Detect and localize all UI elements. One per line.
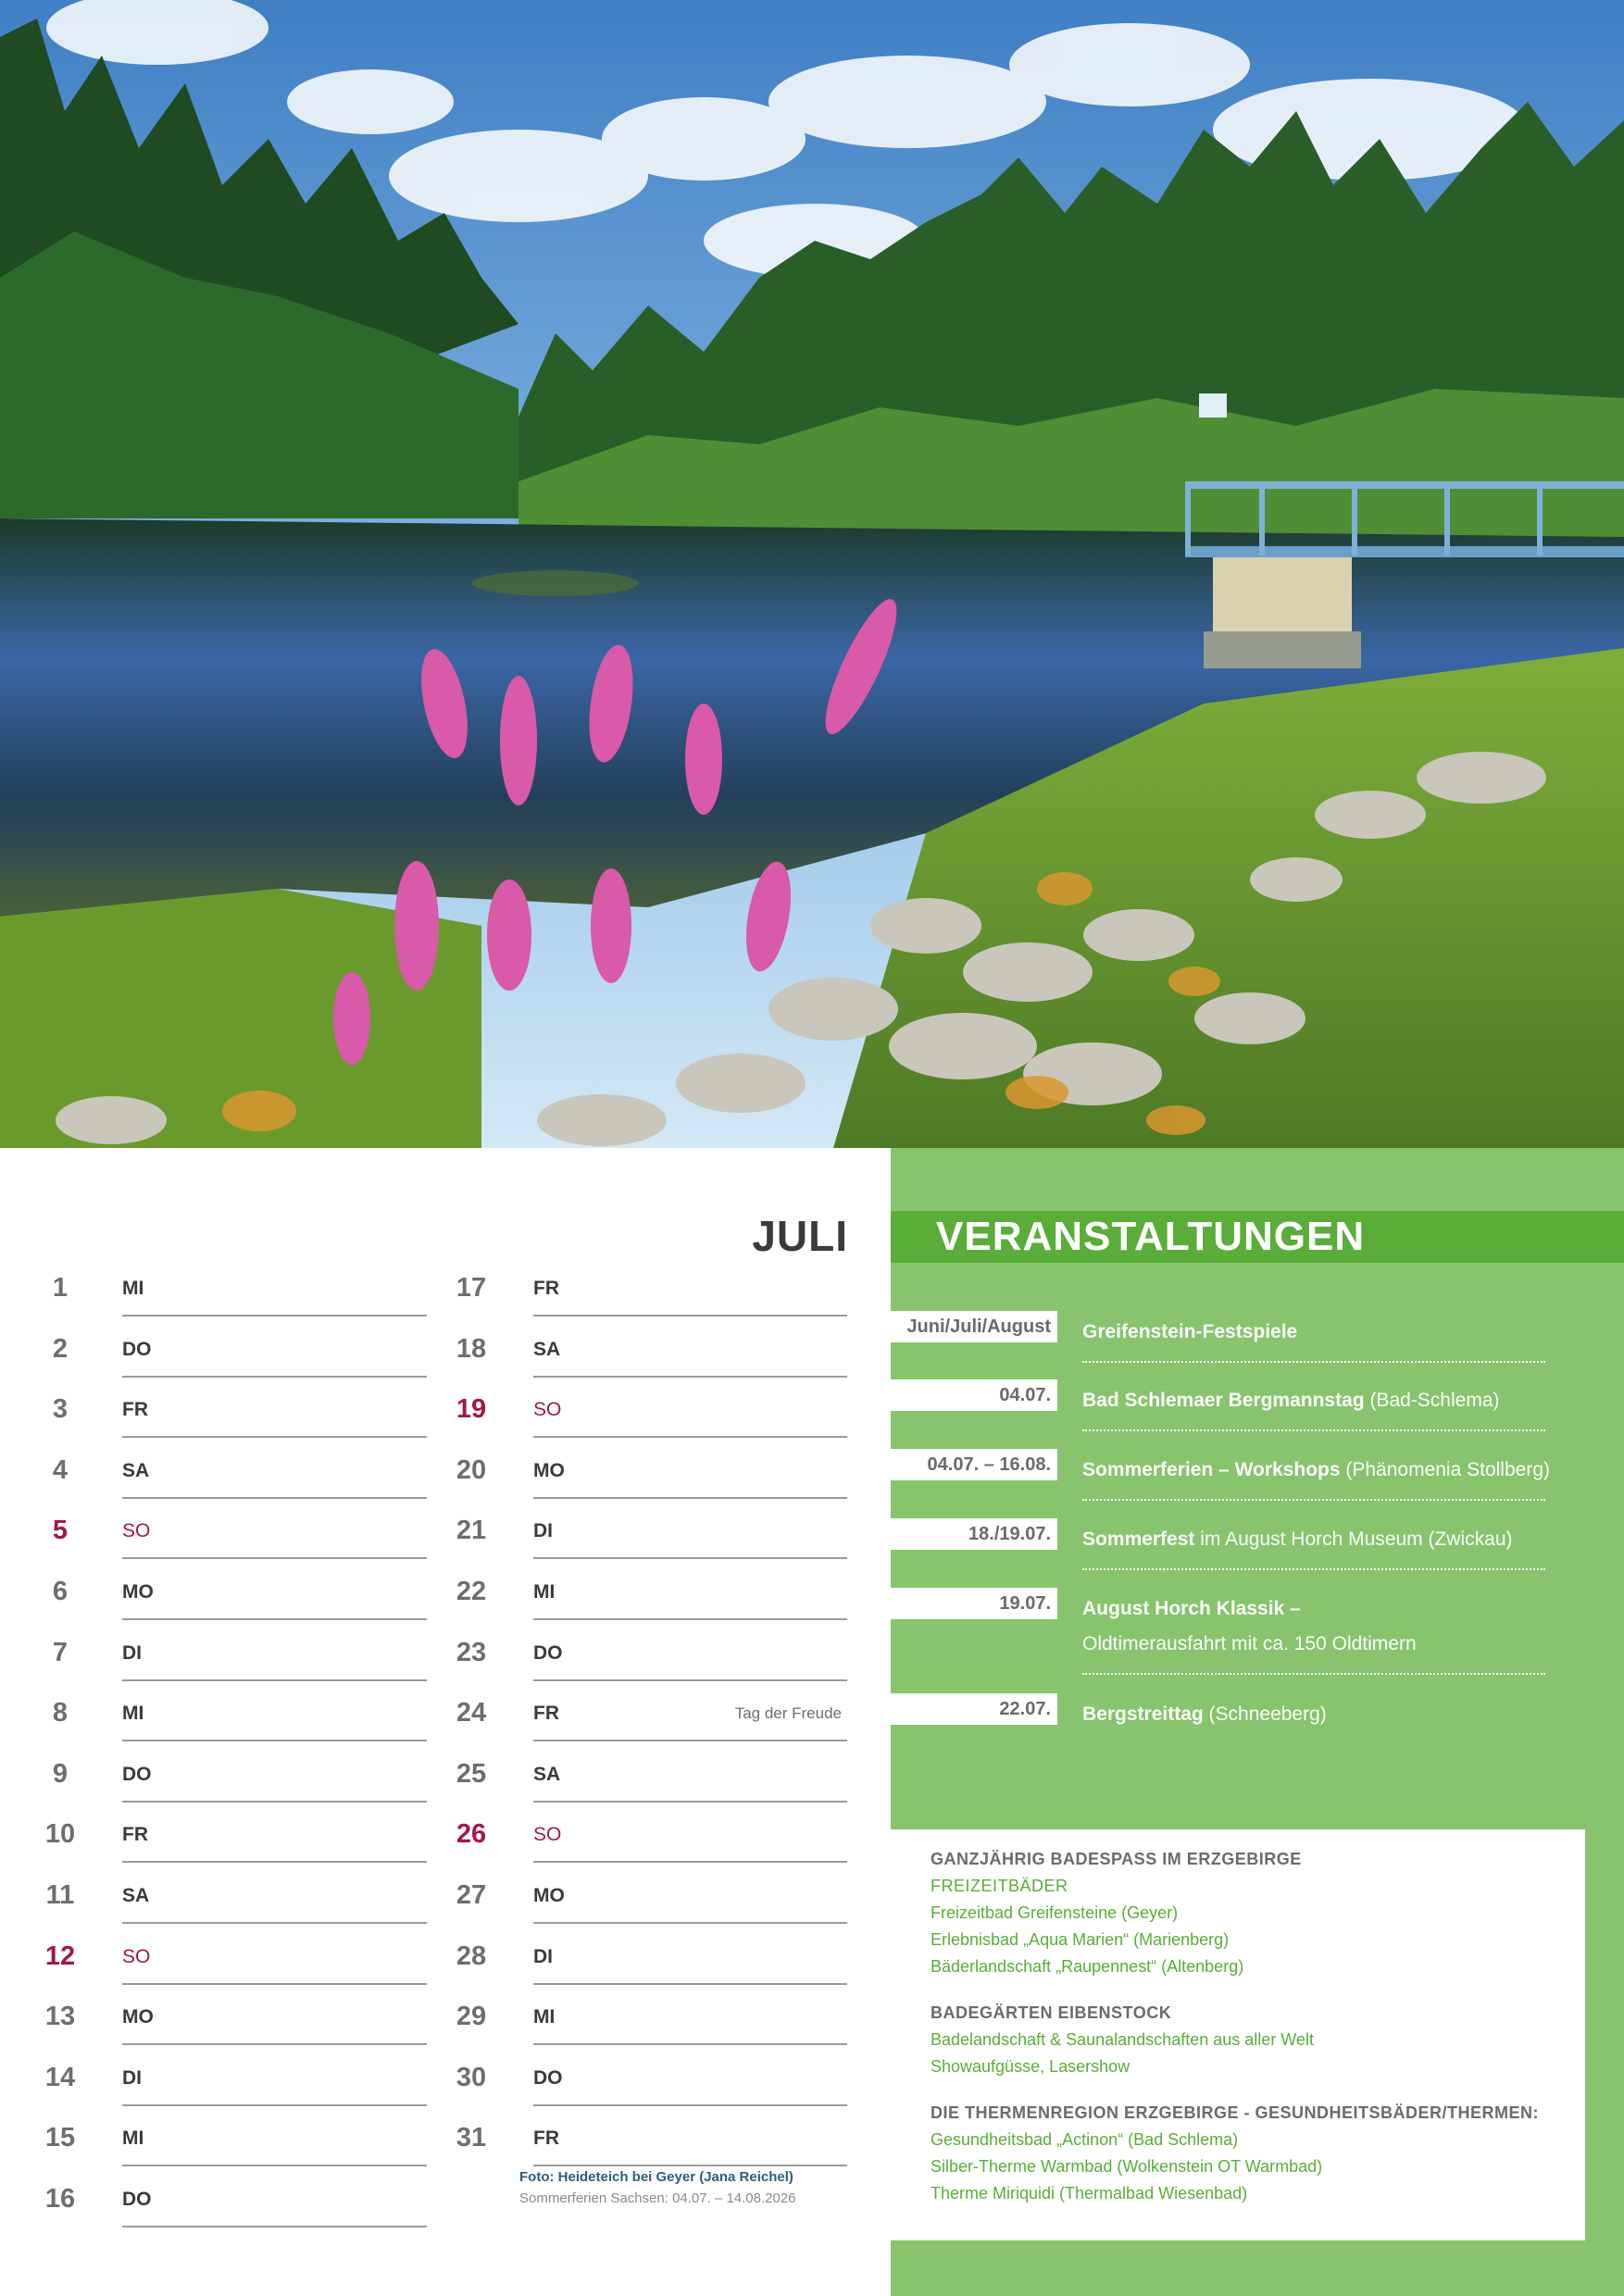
day-number: 11 bbox=[45, 1880, 75, 1910]
day-number: 29 bbox=[456, 2002, 487, 2032]
calendar-day-row bbox=[435, 1439, 847, 1499]
day-number: 5 bbox=[52, 1516, 69, 1546]
day-number: 4 bbox=[52, 1454, 69, 1485]
weekday-label: MO bbox=[122, 1581, 154, 1603]
calendar-day-row bbox=[24, 1742, 427, 1803]
info-line: Showaufgüsse, Lasershow bbox=[931, 2057, 1131, 2076]
event-divider bbox=[1082, 1499, 1545, 1501]
day-number: 9 bbox=[52, 1758, 69, 1789]
weekday-label: SA bbox=[122, 1885, 150, 1906]
calendar-day-row bbox=[435, 1256, 847, 1316]
day-number: 31 bbox=[456, 2123, 487, 2153]
calendar-day-row bbox=[24, 1439, 427, 1499]
event-divider bbox=[1082, 1568, 1545, 1570]
photo-credit: Foto: Heideteich bei Geyer (Jana Reichel) bbox=[519, 2169, 793, 2185]
weekday-label: DI bbox=[122, 1641, 142, 1664]
calendar-day-row bbox=[24, 1864, 427, 1924]
day-number: 26 bbox=[456, 1819, 487, 1850]
calendar-day-row bbox=[24, 1803, 427, 1863]
weekday-label: DI bbox=[533, 1945, 553, 1967]
day-number: 22 bbox=[456, 1577, 487, 1606]
day-number: 18 bbox=[456, 1333, 487, 1364]
calendar-day-row bbox=[435, 1985, 847, 2045]
event-text bbox=[1082, 1591, 1582, 1662]
day-divider bbox=[122, 2226, 427, 2227]
info-line: Silber-Therme Warmbad (Wolkenstein OT Warmbad) bbox=[931, 2157, 1323, 2176]
day-number: 1 bbox=[52, 1273, 69, 1303]
calendar-day-row bbox=[435, 1742, 847, 1803]
weekday-label: DO bbox=[122, 2189, 152, 2210]
calendar-day-row bbox=[435, 1621, 847, 1681]
weekday-label: DO bbox=[533, 1641, 563, 1664]
info-subheading: FREIZEITBÄDER bbox=[931, 1877, 1068, 1895]
weekday-label: MI bbox=[122, 2128, 144, 2150]
calendar-day-row bbox=[24, 1925, 427, 1985]
event-divider bbox=[1082, 1673, 1545, 1675]
day-number: 6 bbox=[52, 1577, 69, 1606]
calendar-day-row bbox=[435, 2106, 847, 2166]
calendar-day-row bbox=[24, 1621, 427, 1681]
calendar-day-row bbox=[24, 1560, 427, 1620]
info-line: Freizeitbad Greifensteine (Geyer) bbox=[931, 1903, 1179, 1922]
day-note: Tag der Freude bbox=[734, 1704, 842, 1723]
weekday-label: MI bbox=[533, 1581, 556, 1603]
day-number: 27 bbox=[456, 1880, 487, 1910]
calendar-day-row bbox=[435, 1925, 847, 1985]
calendar-day-row bbox=[435, 1560, 847, 1620]
day-number: 8 bbox=[52, 1698, 69, 1728]
day-number: 19 bbox=[456, 1394, 487, 1425]
event-detail: Oldtimerausfahrt mit ca. 150 Oldtimern bbox=[1082, 1633, 1417, 1654]
weekday-label: SO bbox=[533, 1824, 562, 1846]
event-date: Juni/Juli/August bbox=[891, 1311, 1057, 1342]
weekday-label: FR bbox=[533, 1278, 559, 1299]
info-line: Badelandschaft & Saunalandschaften aus aller Welt bbox=[931, 2030, 1314, 2049]
calendar-day-row bbox=[24, 2106, 427, 2166]
day-number: 14 bbox=[44, 2062, 76, 2092]
month-title: JULI bbox=[752, 1212, 848, 1260]
calendar-day-row bbox=[24, 1378, 427, 1438]
info-line: Erlebnisbad „Aqua Marien“ (Marienberg) bbox=[931, 1930, 1230, 1949]
event-text bbox=[1082, 1697, 1582, 1732]
event-date: 18./19.07. bbox=[891, 1518, 1057, 1550]
day-number: 10 bbox=[44, 1819, 76, 1850]
info-line: Gesundheitsbad „Actinon“ (Bad Schlema) bbox=[931, 2130, 1239, 2149]
event-detail: (Phänomenia Stollberg) bbox=[1340, 1459, 1550, 1480]
day-number: 12 bbox=[44, 1940, 76, 1971]
calendar-day-row bbox=[435, 2046, 847, 2106]
calendar-day-row bbox=[435, 1803, 847, 1863]
day-number: 30 bbox=[456, 2062, 487, 2092]
weekday-label: MI bbox=[122, 1278, 144, 1299]
calendar-day-row bbox=[435, 1499, 847, 1559]
weekday-label: SO bbox=[122, 1520, 151, 1542]
event-date: 04.07. bbox=[891, 1379, 1057, 1411]
weekday-label: SA bbox=[533, 1338, 561, 1360]
day-number: 24 bbox=[456, 1698, 487, 1728]
weekday-label: FR bbox=[533, 1703, 559, 1725]
info-heading: DIE THERMENREGION ERZGEBIRGE - GESUNDHEITSBÄDER/THERMEN: bbox=[931, 2103, 1540, 2122]
calendar-day-row bbox=[24, 1985, 427, 2045]
day-number: 16 bbox=[44, 2184, 76, 2214]
info-heading: GANZJÄHRIG BADESPASS IM ERZGEBIRGE bbox=[931, 1850, 1302, 1868]
weekday-label: FR bbox=[533, 2128, 559, 2150]
day-number: 25 bbox=[456, 1758, 487, 1789]
event-text bbox=[1082, 1453, 1582, 1488]
weekday-label: MI bbox=[122, 1703, 144, 1725]
calendar-day-row bbox=[24, 2046, 427, 2106]
event-detail: (Bad-Schlema) bbox=[1364, 1390, 1500, 1411]
event-title: Sommerferien – Workshops bbox=[1082, 1459, 1341, 1480]
weekday-label: SO bbox=[533, 1399, 562, 1421]
event-date: 19.07. bbox=[891, 1588, 1057, 1619]
info-line: Therme Miriquidi (Thermalbad Wiesenbad) bbox=[931, 2184, 1248, 2202]
event-title: Bad Schlemaer Bergmannstag bbox=[1082, 1390, 1365, 1411]
calendar-day-row bbox=[435, 1317, 847, 1378]
event-title: Sommerfest bbox=[1082, 1529, 1195, 1550]
calendar-day-row bbox=[24, 1499, 427, 1559]
day-number: 3 bbox=[52, 1394, 69, 1425]
calendar-day-row bbox=[435, 1681, 847, 1741]
event-title: Bergstreittag bbox=[1082, 1703, 1204, 1725]
bathing-info-box bbox=[891, 1829, 1585, 2240]
calendar-day-row bbox=[24, 1317, 427, 1378]
event-divider bbox=[1082, 1429, 1545, 1431]
calendar-day-row bbox=[24, 2167, 427, 2227]
events-title: VERANSTALTUNGEN bbox=[936, 1214, 1366, 1259]
weekday-label: SO bbox=[122, 1945, 151, 1967]
weekday-label: MO bbox=[533, 1459, 565, 1481]
event-divider bbox=[1082, 1361, 1545, 1363]
event-text bbox=[1082, 1315, 1582, 1350]
event-text bbox=[1082, 1522, 1582, 1557]
weekday-label: FR bbox=[122, 1399, 148, 1421]
event-date: 22.07. bbox=[891, 1693, 1057, 1725]
day-number: 23 bbox=[456, 1637, 487, 1667]
day-number: 15 bbox=[44, 2123, 76, 2153]
day-number: 28 bbox=[456, 1940, 487, 1971]
holiday-note: Sommerferien Sachsen: 04.07. – 14.08.2026 bbox=[519, 2190, 796, 2206]
weekday-label: FR bbox=[122, 1824, 148, 1846]
calendar-day-row bbox=[24, 1681, 427, 1741]
day-number: 21 bbox=[456, 1516, 487, 1546]
event-detail: (Schneeberg) bbox=[1203, 1703, 1327, 1725]
day-number: 13 bbox=[44, 2002, 76, 2032]
weekday-label: SA bbox=[122, 1459, 150, 1481]
weekday-label: SA bbox=[533, 1763, 561, 1785]
calendar-day-row bbox=[435, 1864, 847, 1924]
weekday-label: DI bbox=[533, 1520, 553, 1542]
info-heading: BADEGÄRTEN EIBENSTOCK bbox=[931, 2003, 1172, 2022]
event-title: August Horch Klassik – bbox=[1082, 1598, 1301, 1619]
day-number: 20 bbox=[456, 1454, 487, 1485]
event-title: Greifenstein-Festspiele bbox=[1082, 1321, 1298, 1342]
event-detail: im August Horch Museum (Zwickau) bbox=[1194, 1529, 1513, 1550]
weekday-label: MO bbox=[122, 2006, 154, 2028]
weekday-label: DO bbox=[533, 2066, 563, 2089]
weekday-label: DO bbox=[122, 1338, 152, 1360]
day-number: 7 bbox=[52, 1637, 69, 1667]
calendar-day-row bbox=[24, 1256, 427, 1316]
weekday-label: DI bbox=[122, 2066, 142, 2089]
day-number: 2 bbox=[52, 1333, 69, 1364]
event-text bbox=[1082, 1383, 1582, 1418]
day-divider bbox=[533, 2165, 847, 2166]
weekday-label: MO bbox=[533, 1885, 565, 1906]
day-number: 17 bbox=[456, 1273, 487, 1303]
weekday-label: MI bbox=[533, 2006, 556, 2028]
weekday-label: DO bbox=[122, 1763, 152, 1785]
info-line: Bäderlandschaft „Raupennest“ (Altenberg) bbox=[931, 1957, 1244, 1976]
event-date: 04.07. – 16.08. bbox=[891, 1449, 1057, 1480]
calendar-day-row bbox=[435, 1378, 847, 1438]
